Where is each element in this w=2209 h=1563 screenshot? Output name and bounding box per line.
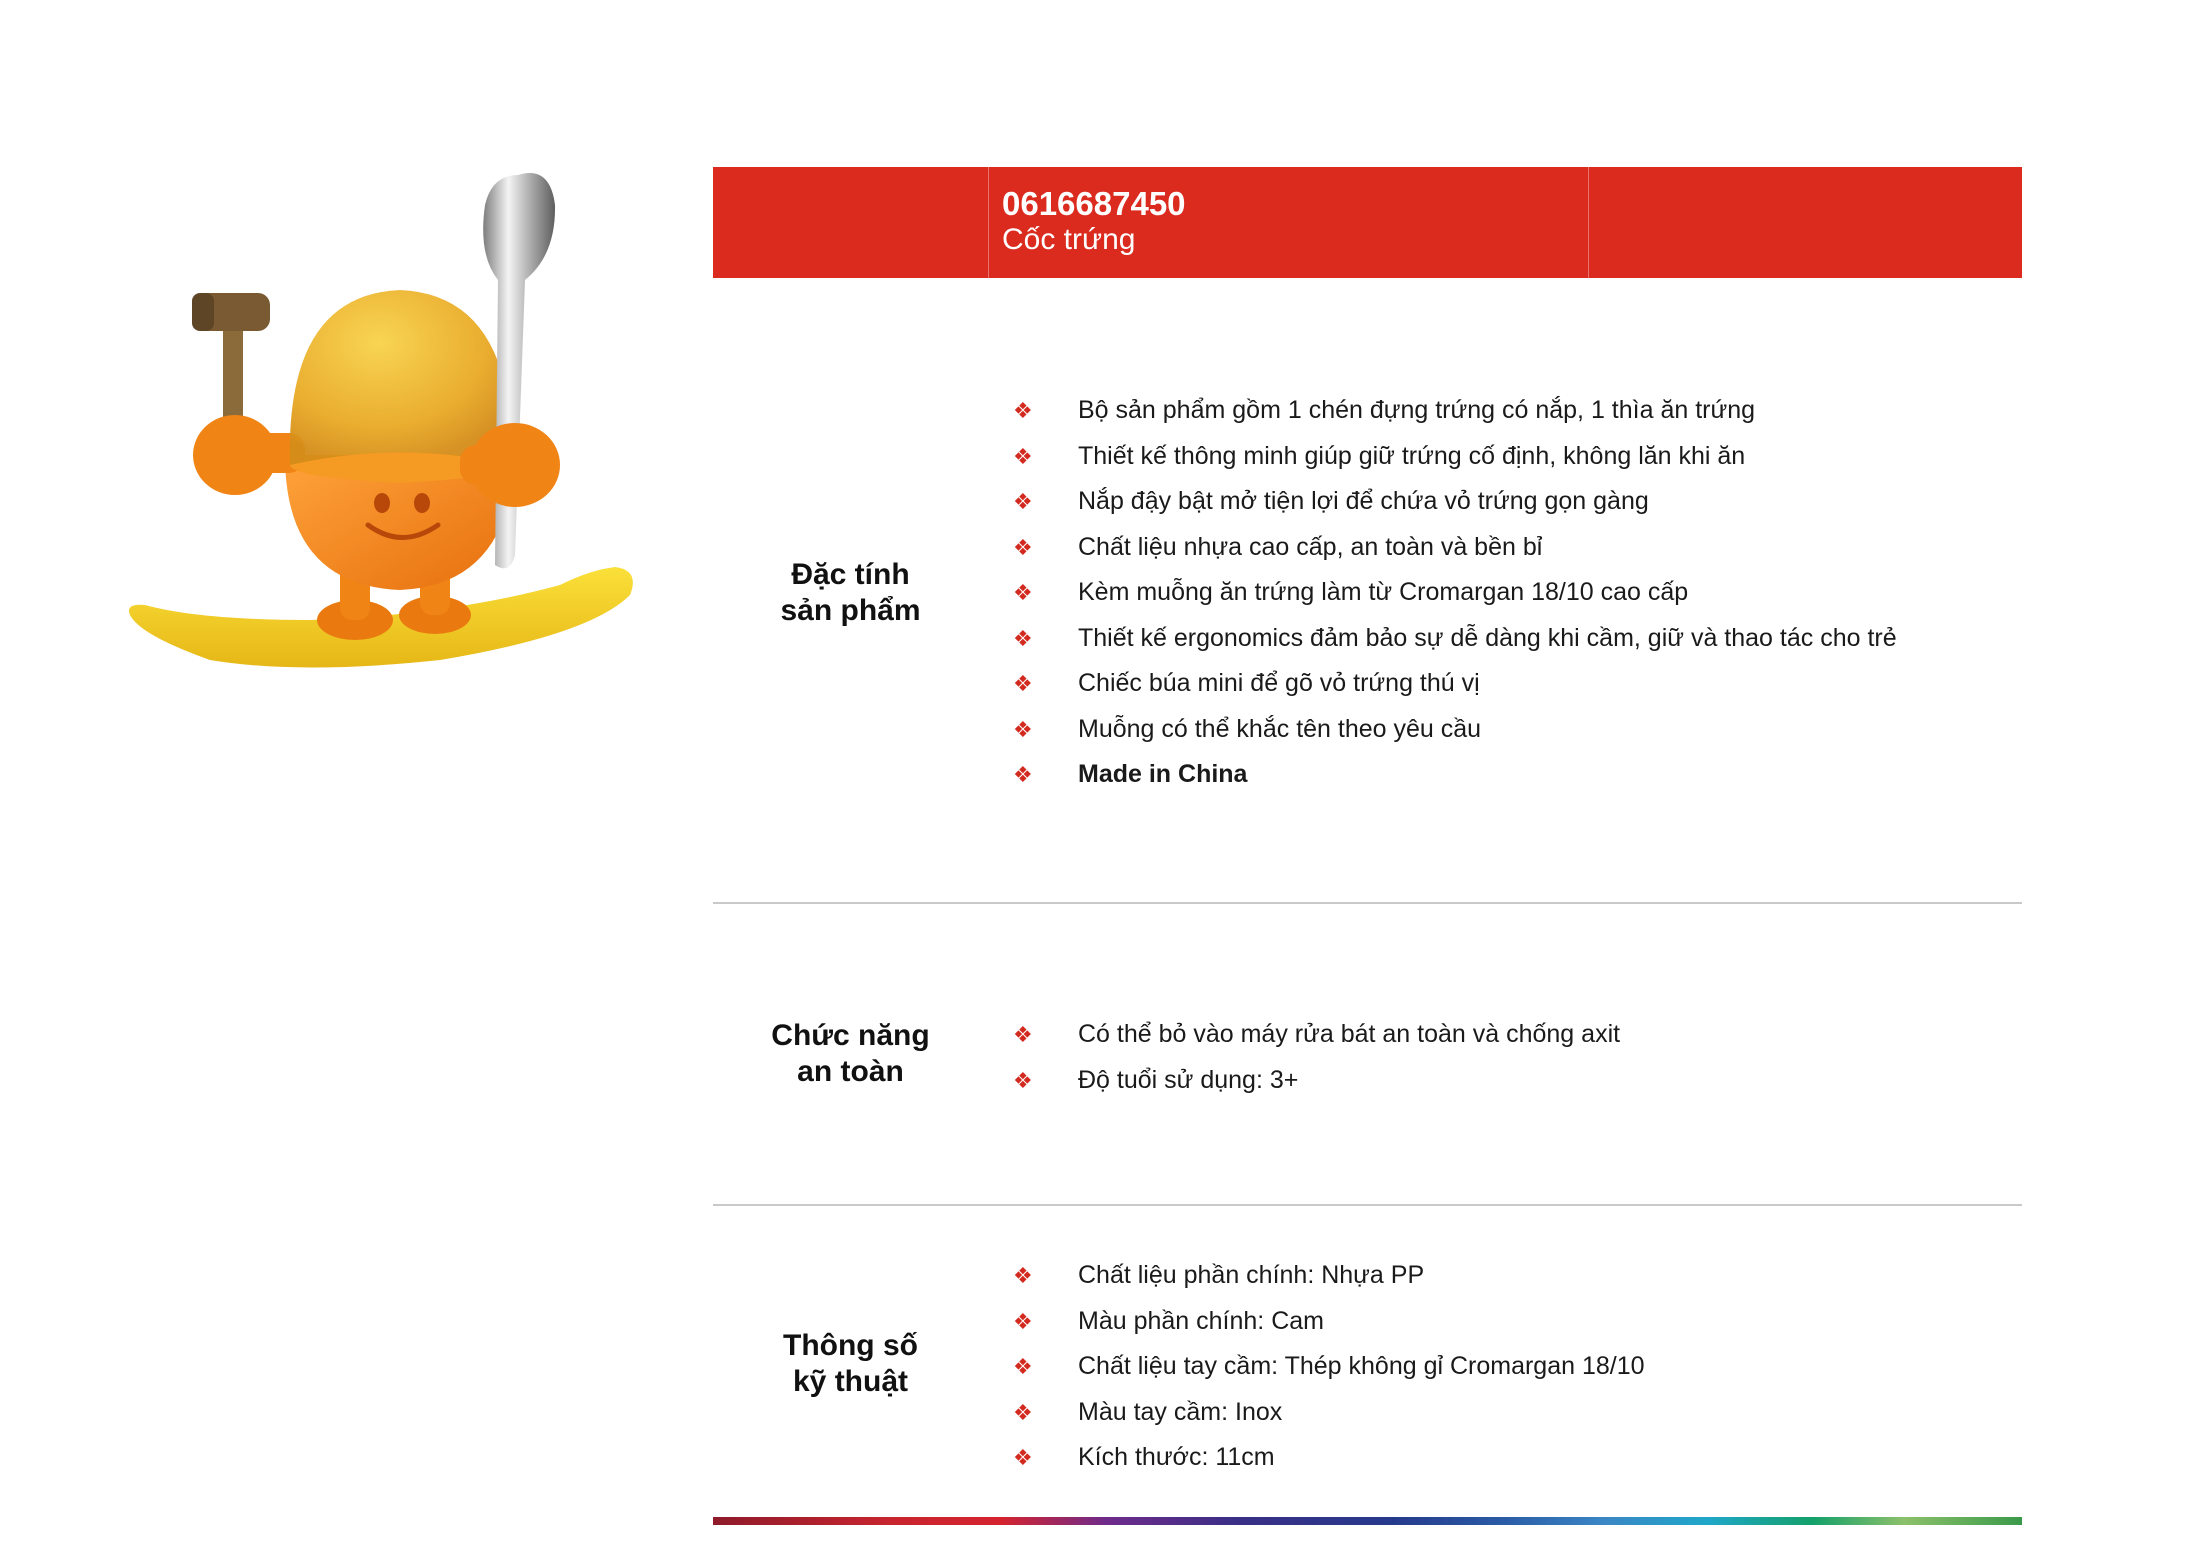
product-name: Cốc trứng — [1002, 223, 1136, 256]
bullet-icon: ❖ — [1013, 1354, 1033, 1379]
header-divider — [988, 167, 989, 278]
footer-color-stripe — [713, 1517, 2022, 1525]
list-item: ❖ Chiếc búa mini để gõ vỏ trứng thú vị — [1013, 661, 1897, 707]
list-item: ❖ Màu tay cầm: Inox — [1013, 1390, 1645, 1436]
safety-list — [1013, 1012, 1620, 1103]
section-title-specs: Thông số kỹ thuật — [783, 1329, 918, 1398]
bullet-icon: ❖ — [1013, 489, 1033, 514]
list-item: ❖ Chất liệu nhựa cao cấp, an toàn và bền bỉ — [1013, 525, 1897, 571]
product-code: 0616687450 — [1002, 185, 1186, 222]
bullet-icon: ❖ — [1013, 1445, 1033, 1470]
list-item: ❖ Kèm muỗng ăn trứng làm từ Cromargan 18/10 cao cấp — [1013, 570, 1897, 616]
list-item: ❖ Có thể bỏ vào máy rửa bát an toàn và chống axit — [1013, 1012, 1620, 1058]
list-item: ❖ Made in China — [1013, 752, 1897, 798]
bullet-icon: ❖ — [1013, 671, 1033, 696]
bullet-icon: ❖ — [1013, 1308, 1033, 1334]
header-divider — [1588, 167, 1589, 278]
section-title-features: Đặc tính sản phẩm — [780, 558, 921, 627]
bullet-icon: ❖ — [1013, 398, 1033, 423]
bullet-icon: ❖ — [1013, 625, 1033, 651]
section-divider — [713, 902, 2022, 904]
bullet-icon: ❖ — [1013, 1022, 1033, 1047]
bullet-icon: ❖ — [1013, 534, 1033, 560]
features-list — [1013, 388, 1897, 798]
section-divider — [713, 1204, 2022, 1206]
list-item: ❖ Kích thước: 11cm — [1013, 1435, 1645, 1481]
list-item: ❖ Muỗng có thể khắc tên theo yêu cầu — [1013, 707, 1897, 753]
bullet-icon: ❖ — [1013, 580, 1033, 605]
list-item: ❖ Chất liệu tay cầm: Thép không gỉ Cromargan 18/10 — [1013, 1344, 1645, 1390]
bullet-icon: ❖ — [1013, 716, 1033, 742]
bullet-icon: ❖ — [1013, 1067, 1033, 1093]
bullet-icon: ❖ — [1013, 443, 1033, 469]
list-item: ❖ Thiết kế thông minh giúp giữ trứng cố định, không lăn khi ăn — [1013, 434, 1897, 480]
product-header-bar — [713, 167, 2022, 278]
list-item: ❖ Thiết kế ergonomics đảm bảo sự dễ dàng khi cầm, giữ và thao tác cho trẻ — [1013, 616, 1897, 662]
section-title-safety: Chức năng an toàn — [771, 1019, 930, 1088]
bullet-icon: ❖ — [1013, 1263, 1033, 1288]
list-item: ❖ Chất liệu phần chính: Nhựa PP — [1013, 1253, 1645, 1299]
bullet-icon: ❖ — [1013, 1399, 1033, 1425]
list-item: ❖ Độ tuổi sử dụng: 3+ — [1013, 1058, 1620, 1104]
list-item: ❖ Bộ sản phẩm gồm 1 chén đựng trứng có nắp, 1 thìa ăn trứng — [1013, 388, 1897, 434]
bullet-icon: ❖ — [1013, 762, 1033, 787]
list-item: ❖ Nắp đậy bật mở tiện lợi để chứa vỏ trứng gọn gàng — [1013, 479, 1897, 525]
specs-list — [1013, 1253, 1645, 1481]
list-item: ❖ Màu phần chính: Cam — [1013, 1299, 1645, 1345]
egg-cup-product-image — [120, 165, 650, 685]
